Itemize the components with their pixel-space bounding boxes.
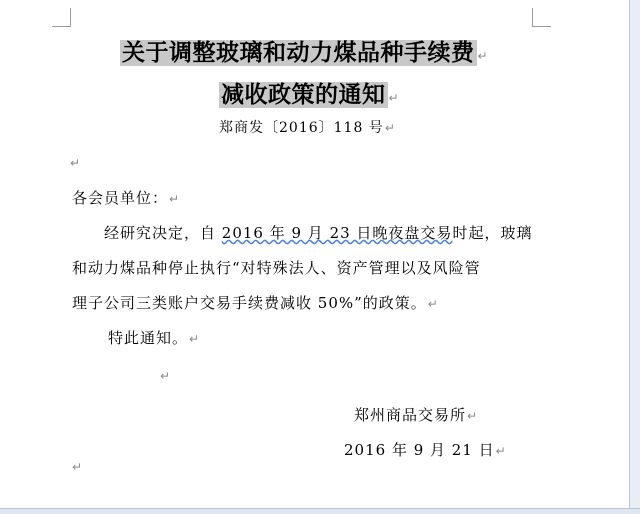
title-line-1[interactable] <box>120 38 488 71</box>
horizontal-scrollbar[interactable] <box>0 508 640 514</box>
paragraph-mark: ↵ <box>388 91 400 105</box>
vertical-scrollbar[interactable] <box>629 0 640 514</box>
sender: 郑州商品交易所 <box>354 406 467 424</box>
body-line-2[interactable] <box>72 257 481 279</box>
body-line-3[interactable] <box>72 292 439 315</box>
paragraph-mark: ↵ <box>189 332 201 346</box>
title-text-2: 减收政策的通知 <box>221 82 386 108</box>
empty-paragraph-mark: ↵ <box>72 460 83 474</box>
body-text-1c: 时起，玻璃 <box>452 224 533 242</box>
salutation: 各会员单位： <box>72 189 169 207</box>
body-text-3: 理子公司三类账户交易手续费减收 50%”的政策。 <box>72 294 427 312</box>
empty-paragraph-mark: ↵ <box>70 156 81 170</box>
date: 2016 年 9 月 21 日 <box>344 441 495 459</box>
closing-line[interactable] <box>108 327 200 350</box>
margin-corner-top-right <box>532 8 551 27</box>
salutation-line[interactable] <box>72 187 180 210</box>
closing: 特此通知。 <box>108 329 189 347</box>
paragraph-mark: ↵ <box>384 121 396 135</box>
title-line-2[interactable] <box>219 80 399 113</box>
paragraph-mark: ↵ <box>495 444 507 458</box>
sender-line[interactable] <box>354 404 478 427</box>
paragraph-mark: ↵ <box>169 192 181 206</box>
paragraph-mark: ↵ <box>467 409 479 423</box>
margin-corner-top-left <box>52 8 71 27</box>
doc-number-line[interactable] <box>219 117 396 139</box>
date-line[interactable] <box>344 439 507 462</box>
body-line-1[interactable] <box>104 222 532 244</box>
body-text-1b: 2016 年 9 月 23 日晚夜盘交易 <box>221 224 453 242</box>
paragraph-mark: ↵ <box>427 297 439 311</box>
body-text-2: 和动力煤品种停止执行“对特殊法人、资产管理以及风险管 <box>72 259 481 277</box>
paragraph-mark: ↵ <box>477 49 489 63</box>
title-text-1: 关于调整玻璃和动力煤品种手续费 <box>122 40 475 66</box>
body-text-1a: 经研究决定，自 <box>104 224 222 242</box>
doc-number: 郑商发〔2016〕118 号 <box>219 120 384 136</box>
empty-paragraph-mark: ↵ <box>160 369 171 383</box>
